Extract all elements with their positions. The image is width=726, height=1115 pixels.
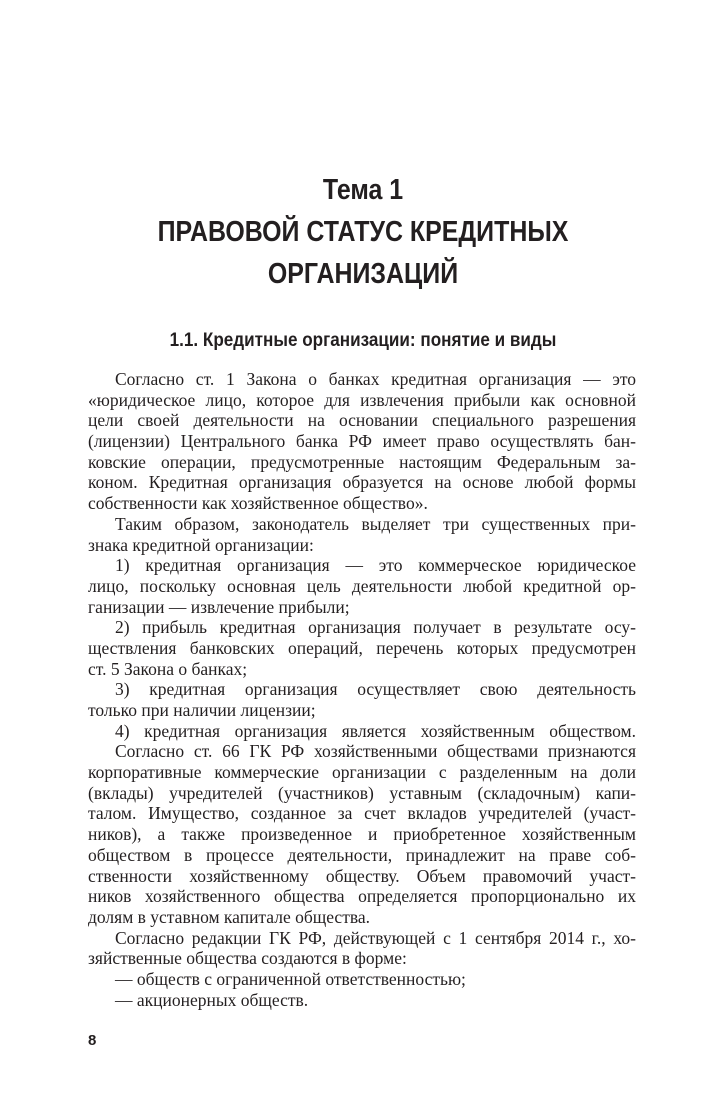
text-line: ковские операции, предусмотренные настоящим Федеральным за- bbox=[88, 451, 636, 472]
list-item-line: 2) прибыль кредитная организация получает в результате осу- bbox=[115, 617, 636, 638]
text-line: лицо, поскольку основная цель деятельности любой кредитной ор- bbox=[88, 575, 636, 596]
chapter-title-line-1: ПРАВОВОЙ СТАТУС КРЕДИТНЫХ bbox=[157, 216, 569, 248]
chapter-label: Тема 1 bbox=[322, 174, 404, 206]
text-line: ст. 5 Закона о банках; bbox=[88, 658, 248, 679]
text-line: (вклады) учредителей (участников) уставным (складочным) капи- bbox=[88, 782, 636, 803]
text-line: ников), а также произведенное и приобретенное хозяйственным bbox=[88, 824, 636, 845]
list-item-line: 1) кредитная организация — это коммерческое юридическое bbox=[115, 555, 636, 576]
body-text bbox=[88, 369, 636, 1010]
list-item-line: — обществ с ограниченной ответственностью; bbox=[115, 968, 466, 989]
text-line: только при наличии лицензии; bbox=[88, 700, 316, 720]
text-line: Согласно редакции ГК РФ, действующей с 1 сентября 2014 г., хо- bbox=[115, 927, 636, 948]
text-line: цели своей деятельности на основании специального разрешения bbox=[88, 410, 636, 431]
text-line: долям в уставном капитале общества. bbox=[88, 906, 371, 927]
text-line: ников хозяйственного общества определяется пропорционально их bbox=[88, 886, 636, 907]
list-item-line: — акционерных обществ. bbox=[115, 989, 309, 1010]
text-line: (лицензии) Центрального банка РФ имеет право осуществлять бан- bbox=[88, 431, 636, 452]
text-line: собственности как хозяйственное общество». bbox=[88, 493, 428, 514]
text-line: ственности хозяйственному обществу. Объем правомочий участ- bbox=[88, 865, 636, 886]
text-line: «юридическое лицо, которое для извлечения прибыли как основной bbox=[88, 389, 636, 410]
text-line: Согласно ст. 66 ГК РФ хозяйственными обществами признаются bbox=[115, 741, 636, 762]
text-line: знака кредитной организации: bbox=[88, 534, 314, 555]
section-title: 1.1. Кредитные организации: понятие и виды bbox=[169, 330, 557, 351]
text-line: Согласно ст. 1 Закона о банках кредитная организация — это bbox=[115, 369, 636, 389]
list-item-line: 3) кредитная организация осуществляет свою деятельность bbox=[115, 679, 636, 700]
text-line: коном. Кредитная организация образуется на основе любой формы bbox=[88, 472, 636, 493]
list-item-line: 4) кредитная организация является хозяйственным обществом. bbox=[115, 720, 636, 741]
text-line: талом. Имущество, созданное за счет вкладов учредителей (участ- bbox=[88, 803, 636, 824]
text-line: корпоративные коммерческие организации с разделенным на доли bbox=[88, 762, 636, 783]
text-line: ществления банковских операций, перечень которых предусмотрен bbox=[88, 637, 636, 658]
text-line: ганизации — извлечение прибыли; bbox=[88, 596, 350, 617]
text-line: обществом в процессе деятельности, принадлежит на праве соб- bbox=[88, 844, 636, 865]
chapter-title-line-2: ОРГАНИЗАЦИЙ bbox=[267, 258, 459, 290]
text-line: зяйственные общества создаются в форме: bbox=[88, 948, 407, 969]
text-line: Таким образом, законодатель выделяет три существенных при- bbox=[115, 513, 636, 534]
page-number: 8 bbox=[88, 1032, 97, 1049]
